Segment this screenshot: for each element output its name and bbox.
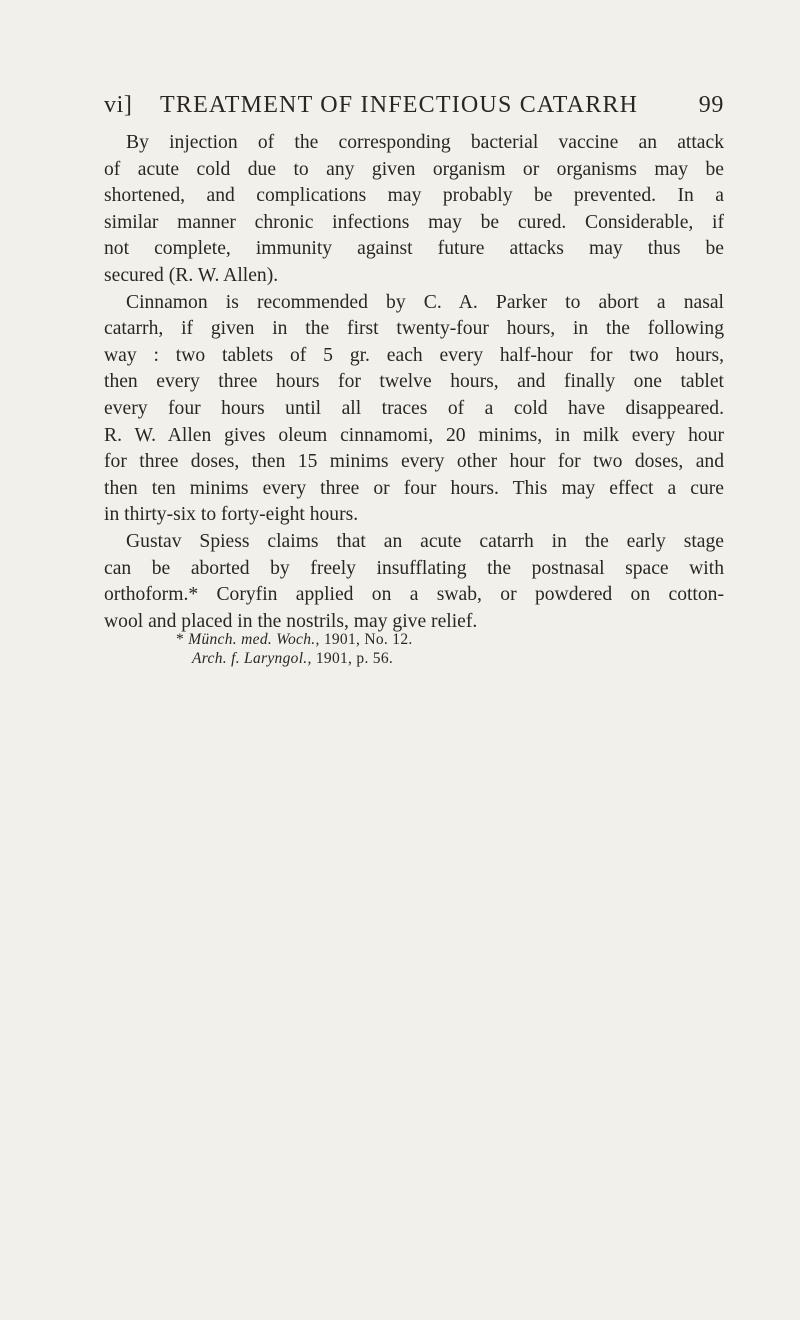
text-line: Gustav Spiess claims that an acute catarrh in the early stage	[126, 530, 724, 552]
text-line: secured (R. W. Allen).	[104, 264, 279, 286]
footnote-2	[176, 649, 596, 668]
footnote-journal: Arch. f. Laryngol.,	[192, 650, 312, 667]
body-text	[104, 130, 724, 635]
text-line: not complete, immunity against future attacks may thus be	[104, 238, 724, 260]
text-line: orthoform.* Coryfin applied on a swab, or powdered on cotton-	[104, 584, 724, 606]
text-line: similar manner chronic infections may be cured. Considerable, if	[104, 211, 724, 233]
text-line: By injection of the corresponding bacterial vaccine an attack	[126, 132, 724, 153]
text-line: then every three hours for twelve hours, and finally one tablet	[104, 371, 724, 393]
footnote-reference: 1901, p. 56.	[315, 650, 394, 667]
text-line: of acute cold due to any given organism or organisms may be	[104, 158, 724, 180]
page-number: 99	[698, 92, 724, 118]
text-line: way : two tablets of 5 gr. each every half-hour for two hours,	[104, 344, 724, 366]
footnote-journal: Münch. med. Woch.,	[188, 631, 320, 648]
text-line: can be aborted by freely insufflating the postnasal space with	[104, 557, 724, 579]
running-head	[104, 92, 724, 122]
text-line: catarrh, if given in the first twenty-four hours, in the following	[104, 318, 724, 340]
page-title: TREATMENT OF INFECTIOUS CATARRH	[160, 92, 639, 118]
text-line: in thirty-six to forty-eight hours.	[104, 504, 359, 526]
chapter-marker: vi]	[104, 92, 133, 118]
text-line: wool and placed in the nostrils, may give relief.	[104, 610, 478, 632]
text-line: R. W. Allen gives oleum cinnamomi, 20 minims, in milk every hour	[104, 424, 724, 446]
footnotes	[176, 630, 596, 668]
text-line: Cinnamon is recommended by C. A. Parker to abort a nasal	[126, 291, 724, 313]
footnote-reference: 1901, No. 12.	[323, 631, 413, 648]
text-line: for three doses, then 15 minims every other hour for two doses, and	[104, 451, 724, 473]
text-line: then ten minims every three or four hours. This may effect a cure	[104, 477, 724, 499]
footnote-1	[176, 630, 596, 649]
text-line: every four hours until all traces of a cold have disappeared.	[104, 397, 724, 419]
footnote-marker: *	[176, 631, 185, 648]
text-line: shortened, and complications may probably be prevented. In a	[104, 185, 724, 207]
